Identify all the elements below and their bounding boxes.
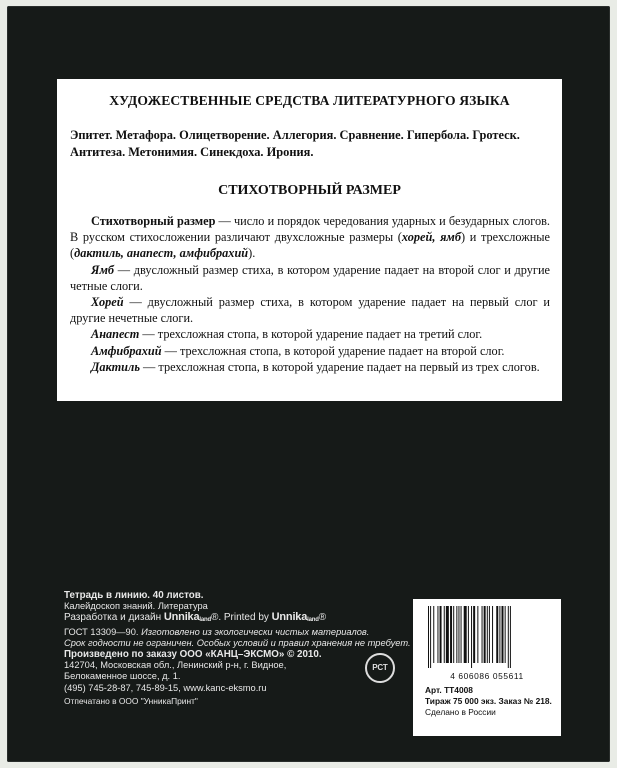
- barcode-bar: [458, 606, 459, 663]
- barcode-bar: [473, 606, 475, 663]
- barcode-bar: [508, 606, 509, 668]
- imprint-block: [64, 590, 411, 707]
- certification-mark-icon: РСТ: [365, 653, 395, 683]
- barcode-bar: [487, 606, 488, 663]
- definition-term: Хорей: [91, 295, 124, 310]
- address-line-2: Белокаменное шоссе, д. 1.: [64, 671, 181, 682]
- definition-text: — трехсложная стопа, в которой ударение падает на второй слог.: [161, 343, 505, 358]
- barcode-image: [426, 606, 546, 668]
- definition-term: Ямб: [91, 262, 115, 277]
- definition-meter: [70, 213, 550, 262]
- definition-iamb: [70, 262, 550, 294]
- design-credit: Разработка и дизайн Unnika$_{land}$®. Printed by Unnika$_{land}$®: [64, 611, 327, 624]
- notebook-back-cover: [7, 6, 610, 762]
- definition-examples: дактиль, анапест, амфибрахий: [74, 246, 249, 261]
- barcode-bar: [502, 606, 504, 663]
- barcode-bar: [510, 606, 511, 668]
- barcode-bar: [499, 606, 500, 663]
- series-name: Калейдоскоп знаний. Литература: [64, 601, 208, 612]
- definition-term: Дактиль: [91, 359, 140, 374]
- barcode-bar: [446, 606, 449, 663]
- barcode-bar: [477, 606, 478, 663]
- definition-text: ).: [248, 246, 256, 261]
- barcode-bar: [489, 606, 490, 663]
- barcode-bar: [492, 606, 493, 663]
- definition-text: — трехсложная стопа, в которой ударение падает на первый из трех слогов.: [139, 359, 540, 374]
- barcode-bar: [430, 606, 431, 668]
- info-card: [57, 79, 562, 401]
- barcode-bar: [450, 606, 452, 663]
- verse-meter-definitions: [70, 213, 550, 375]
- standard-note: ГОСТ 13309—90. Изготовлено из экологически чистых материалов.: [64, 626, 370, 637]
- definition-text: — двусложный размер стиха, в котором ударение падает на первый слог и другие нечетные слоги.: [70, 295, 550, 326]
- definition-examples: хорей, ямб: [401, 230, 461, 245]
- definition-anapest: [70, 326, 550, 342]
- definition-text: — число и порядок чередования ударных и безударных слогов. В русском стихосложении различают двухсложные размеры (: [70, 214, 550, 245]
- unnika-logo: Unnika$_{land}$: [163, 611, 211, 624]
- storage-note: Срок годности не ограничен. Особых условий и правил хранения не требует.: [64, 637, 411, 648]
- barcode-bar: [468, 606, 469, 663]
- definition-trochee: [70, 294, 550, 326]
- barcode-info: [425, 685, 552, 718]
- barcode-bar: [428, 606, 429, 668]
- literary-devices-list: Эпитет. Метафора. Олицетворение. Аллегория. Сравнение. Гипербола. Гротеск. Антитеза. Метонимия. Синекдоха. Ирония.: [70, 128, 520, 159]
- product-title: Тетрадь в линию. 40 листов.: [64, 590, 204, 601]
- barcode-bar: [484, 606, 486, 663]
- verse-meter-heading: СТИХОТВОРНЫЙ РАЗМЕР: [218, 183, 401, 198]
- definition-term: Анапест: [91, 327, 140, 342]
- barcode-bar: [444, 606, 445, 663]
- barcode-bar: [505, 606, 506, 663]
- made-in: Сделано в России: [425, 707, 496, 717]
- literary-devices-heading: ХУДОЖЕСТВЕННЫЕ СРЕДСТВА ЛИТЕРАТУРНОГО ЯЗЫКА: [109, 93, 510, 108]
- barcode-bar: [471, 606, 472, 668]
- definition-term: Стихотворный размер: [91, 214, 216, 228]
- barcode-bar: [456, 606, 457, 663]
- barcode-bar: [464, 606, 467, 663]
- barcode-bar: [461, 606, 462, 663]
- barcode-bar: [496, 606, 498, 663]
- barcode-label: [413, 599, 561, 736]
- barcode-digits: 4 606086 055611: [450, 671, 524, 681]
- definition-text: — двусложный размер стиха, в котором ударение падает на второй слог и другие четные слоги.: [70, 262, 550, 293]
- definition-amphibrach: [70, 343, 550, 359]
- address-line: 142704, Московская обл., Ленинский р-н, г. Видное,: [64, 660, 287, 671]
- printer-line: Отпечатано в ООО "УнникаПринт": [64, 695, 198, 706]
- definition-term: Амфибрахий: [91, 343, 162, 358]
- producer-line: Произведено по заказу ООО «КАНЦ–ЭКСМО» © 2010.: [64, 649, 322, 661]
- definition-dactyl: [70, 359, 550, 375]
- barcode-bar: [453, 606, 454, 663]
- barcode-bar: [482, 606, 483, 663]
- barcode-bar: [440, 606, 442, 663]
- definition-text: ) и трехсложные (: [70, 230, 550, 261]
- contacts-line: (495) 745-28-87, 745-89-15, www.kanc-eksmo.ru: [64, 682, 267, 693]
- unnika-logo: Unnika$_{land}$: [271, 611, 319, 624]
- print-run: Тираж 75 000 экз. Заказ № 218.: [425, 696, 552, 706]
- article-number: Арт. ТТ4008: [425, 685, 473, 695]
- barcode-bar: [437, 606, 438, 663]
- barcode-bar: [433, 606, 434, 663]
- definition-text: — трехсложная стопа, в которой ударение падает на третий слог.: [139, 327, 483, 342]
